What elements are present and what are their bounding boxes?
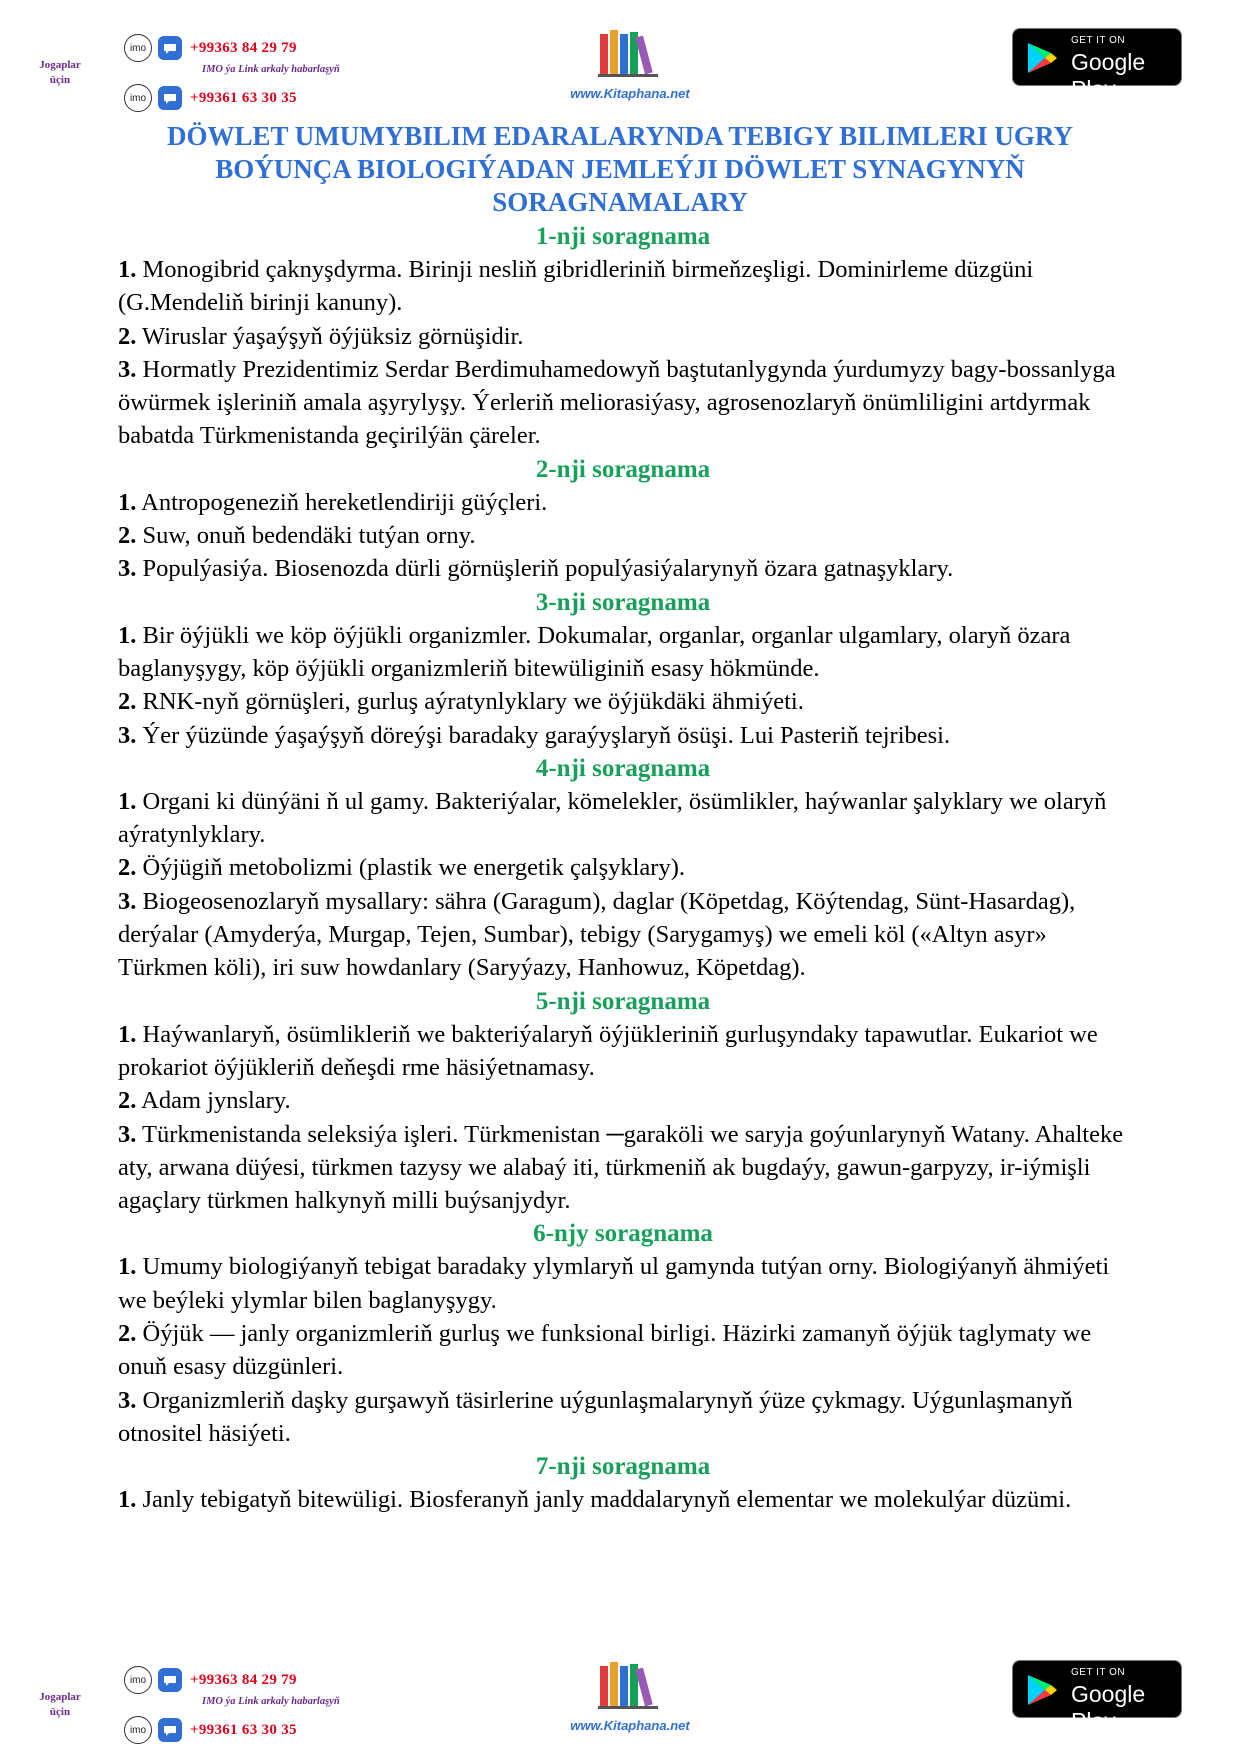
page-footer bbox=[0, 1652, 1240, 1762]
question-number: 3. bbox=[118, 555, 137, 583]
section-heading: 6-njy soragnama bbox=[533, 1220, 713, 1248]
question-item bbox=[118, 253, 1128, 320]
site-link[interactable]: www.Kitaphana.net bbox=[570, 86, 690, 101]
question-number: 1. bbox=[118, 1486, 137, 1514]
contact-row-2 bbox=[124, 84, 297, 112]
page-title: DÖWLET UMUMYBILIM EDARALARYNDA TEBIGY BILIMLERI UGRY BOÝUNÇA BIOLOGIÝADAN JEMLEÝJI DÖWLET SYNAGYNYŇ SORAGNAMALARY bbox=[167, 121, 1073, 217]
contact-row-2 bbox=[124, 1716, 297, 1744]
question-item bbox=[118, 885, 1128, 985]
question-text: Öýjügiň metobolizmi (plastik we energetik çalşyklary). bbox=[136, 854, 685, 882]
section-heading: 5-nji soragnama bbox=[535, 987, 711, 1015]
question-number: 3. bbox=[118, 1120, 137, 1148]
question-text: Populýasiýa. Biosenozda dürli görnüşleriň populýasiýalarynyň özara gatnaşyklary. bbox=[136, 555, 954, 583]
phone-number-2[interactable]: +99361 63 30 35 bbox=[190, 89, 297, 106]
question-text: Ýer ýüzünde ýaşaýşyň döreýşi baradaky garaýyşlaryň ösüşi. Lui Pasteriň tejribesi. bbox=[136, 721, 951, 749]
phone-number-1[interactable]: +99363 84 29 79 bbox=[190, 39, 297, 56]
question-number: 1. bbox=[118, 1253, 137, 1281]
question-number: 3. bbox=[118, 887, 137, 915]
imo-link-note: IMO ýa Link arkaly habarlaşyň bbox=[202, 64, 340, 75]
question-number: 2. bbox=[118, 1320, 137, 1348]
question-number: 2. bbox=[118, 522, 137, 550]
question-item bbox=[118, 552, 1128, 585]
question-number: 1. bbox=[118, 256, 137, 283]
question-text: Haýwanlaryň, ösümlikleriň we bakteriýalaryň öýjükleriniň gurluşyndaky tapawutlar. Eukariot we prokariot öýjükleriň deňeşdi rme häsiýetnamasy. bbox=[118, 1020, 1098, 1081]
question-item bbox=[118, 1384, 1128, 1451]
section-heading: 1-nji soragnama bbox=[535, 223, 711, 250]
question-text: Monogibrid çaknyşdyrma. Birinji nesliň gibridleriniň birmeňzeşligi. Dominirleme düzgüni (G.Mendeliň birinji kanuny). bbox=[118, 256, 1034, 317]
question-item bbox=[118, 486, 1128, 519]
google-play-icon bbox=[1025, 41, 1059, 75]
section-heading: 7-nji soragnama bbox=[535, 1453, 711, 1481]
contact-row-1 bbox=[124, 1666, 297, 1694]
google-play-icon bbox=[1025, 1673, 1059, 1707]
answers-note: Jogaplar üçin bbox=[39, 1691, 81, 1718]
link-icon bbox=[158, 1668, 182, 1692]
contact-row-1 bbox=[124, 34, 297, 62]
get-it-on-label: GET IT ON bbox=[1071, 1667, 1126, 1678]
question-text: Bir öýjükli we köp öýjükli organizmler. Dokumalar, organlar, organlar ulgamlary, olaryň özara baglanyşygy, köp öýjükli organizmleriň bitewüliginiň esasy hökmünde. bbox=[118, 621, 1071, 682]
question-number: 3. bbox=[118, 355, 137, 383]
google-play-badge[interactable] bbox=[1012, 1660, 1182, 1734]
question-item bbox=[118, 1118, 1128, 1218]
question-number: 2. bbox=[118, 854, 137, 882]
question-text: Türkmenistanda seleksiýa işleri. Türkmenistan ─garaköli we saryja goýunlarynyň Watany. Ahalteke aty, arwana düýesi, türkmen tazysy we alabaý iti, türkmeniň ak bugdaýy, gawun-garpyzy, ir-iýmişli agaçlary türkmen halkynyň milli buýsanjydyr. bbox=[118, 1120, 1124, 1215]
question-text: Biogeosenozlaryň mysallary: sähra (Garagum), daglar (Köpetdag, Köýtendag, Sünt-Hasardag), derýalar (Amyderýa, Murgap, Tejen, Sumbar), tebigy (Sarygamyş) we emeli köl («Altyn asyr» Türkmen köli), iri suw howdanlary (Saryýazy, Hanhowuz, Köpetdag). bbox=[118, 887, 1076, 982]
question-number: 3. bbox=[118, 1386, 137, 1414]
question-number: 3. bbox=[118, 721, 137, 749]
question-text: Suw, onuň bedendäki tutýan orny. bbox=[136, 522, 476, 550]
get-it-on-label: GET IT ON bbox=[1071, 35, 1126, 46]
link-icon bbox=[158, 36, 182, 60]
imo-link-note: IMO ýa Link arkaly habarlaşyň bbox=[202, 1696, 340, 1707]
question-item bbox=[118, 1084, 1128, 1117]
phone-number-1[interactable]: +99363 84 29 79 bbox=[190, 1671, 297, 1688]
question-item bbox=[118, 619, 1128, 686]
question-text: Antropogeneziň hereketlendiriji güýçleri. bbox=[136, 488, 548, 516]
question-number: 2. bbox=[118, 322, 137, 350]
books-logo-icon bbox=[596, 1660, 664, 1710]
question-item bbox=[118, 353, 1128, 453]
question-text: Adam jynslary. bbox=[136, 1087, 291, 1115]
google-play-badge[interactable] bbox=[1012, 28, 1182, 102]
answers-note: Jogaplar üçin bbox=[39, 59, 81, 86]
imo-icon: imo bbox=[124, 1716, 152, 1744]
section-heading: 3-nji soragnama bbox=[535, 588, 711, 616]
question-text: Organi ki dünýäni ň ul gamy. Bakteriýalar, kömelekler, ösümlikler, haýwanlar şalyklary we olaryň aýratynlyklary. bbox=[118, 787, 1107, 849]
link-icon bbox=[158, 1718, 182, 1742]
question-text: Hormatly Prezidentimiz Serdar Berdimuhamedowyň baştutanlygynda ýurdumyzy bagy-bossanlyga öwürmek işleriniň amala aşyrylyşy. Ýerleriň meliorasiýasy, agrosenozlaryň önümliligini artdyrmak babatda Türkmenistanda geçirilýän çäreler. bbox=[118, 355, 1116, 450]
question-item bbox=[118, 1317, 1128, 1384]
section-heading: 4-nji soragnama bbox=[535, 754, 711, 782]
question-item bbox=[118, 785, 1128, 852]
imo-icon: imo bbox=[124, 1666, 152, 1694]
question-number: 1. bbox=[118, 621, 137, 649]
question-number: 2. bbox=[118, 1087, 137, 1115]
question-text: Organizmleriň daşky gurşawyň täsirlerine uýgunlaşmalarynyň ýüze çykmagy. Uýgunlaşmanyň otnositel häsiýeti. bbox=[118, 1386, 1073, 1447]
section-heading: 2-nji soragnama bbox=[535, 455, 711, 483]
google-play-label: Google Play bbox=[1071, 1681, 1146, 1734]
question-number: 1. bbox=[118, 787, 137, 815]
books-logo-icon bbox=[596, 28, 664, 78]
question-item bbox=[118, 519, 1128, 552]
site-link[interactable]: www.Kitaphana.net bbox=[570, 1718, 690, 1733]
question-text: RNK-nyň görnüşleri, gurluş aýratynlyklary we öýjükdäki ähmiýeti. bbox=[136, 688, 804, 716]
link-icon bbox=[158, 86, 182, 110]
question-text: Öýjük — janly organizmleriň gurluş we funksional birligi. Häzirki zamanyň öýjük taglymaty we onuň esasy düzgünleri. bbox=[118, 1320, 1092, 1381]
page-header bbox=[0, 20, 1240, 130]
question-text: Wiruslar ýaşaýşyň öýjüksiz görnüşidir. bbox=[136, 322, 524, 350]
imo-icon: imo bbox=[124, 84, 152, 112]
question-item bbox=[118, 719, 1128, 752]
question-text: Umumy biologiýanyň tebigat baradaky ylymlaryň ul gamynda tutýan orny. Biologiýanyň ähmiýeti we beýleki ylymlar bilen baglanyşygy. bbox=[118, 1253, 1110, 1314]
imo-icon: imo bbox=[124, 34, 152, 62]
question-number: 1. bbox=[118, 1020, 137, 1048]
question-item bbox=[118, 851, 1128, 884]
google-play-label: Google Play bbox=[1071, 49, 1146, 102]
question-item bbox=[118, 320, 1128, 353]
question-item bbox=[118, 1018, 1128, 1085]
question-list bbox=[118, 220, 1128, 1517]
question-number: 2. bbox=[118, 688, 137, 716]
question-number: 1. bbox=[118, 488, 137, 516]
question-text: Janly tebigatyň bitewüligi. Biosferanyň janly maddalarynyň elementar we molekulýar düzümi. bbox=[136, 1486, 1072, 1514]
question-item bbox=[118, 1483, 1128, 1516]
phone-number-2[interactable]: +99361 63 30 35 bbox=[190, 1721, 297, 1738]
question-item bbox=[118, 685, 1128, 718]
question-item bbox=[118, 1250, 1128, 1317]
